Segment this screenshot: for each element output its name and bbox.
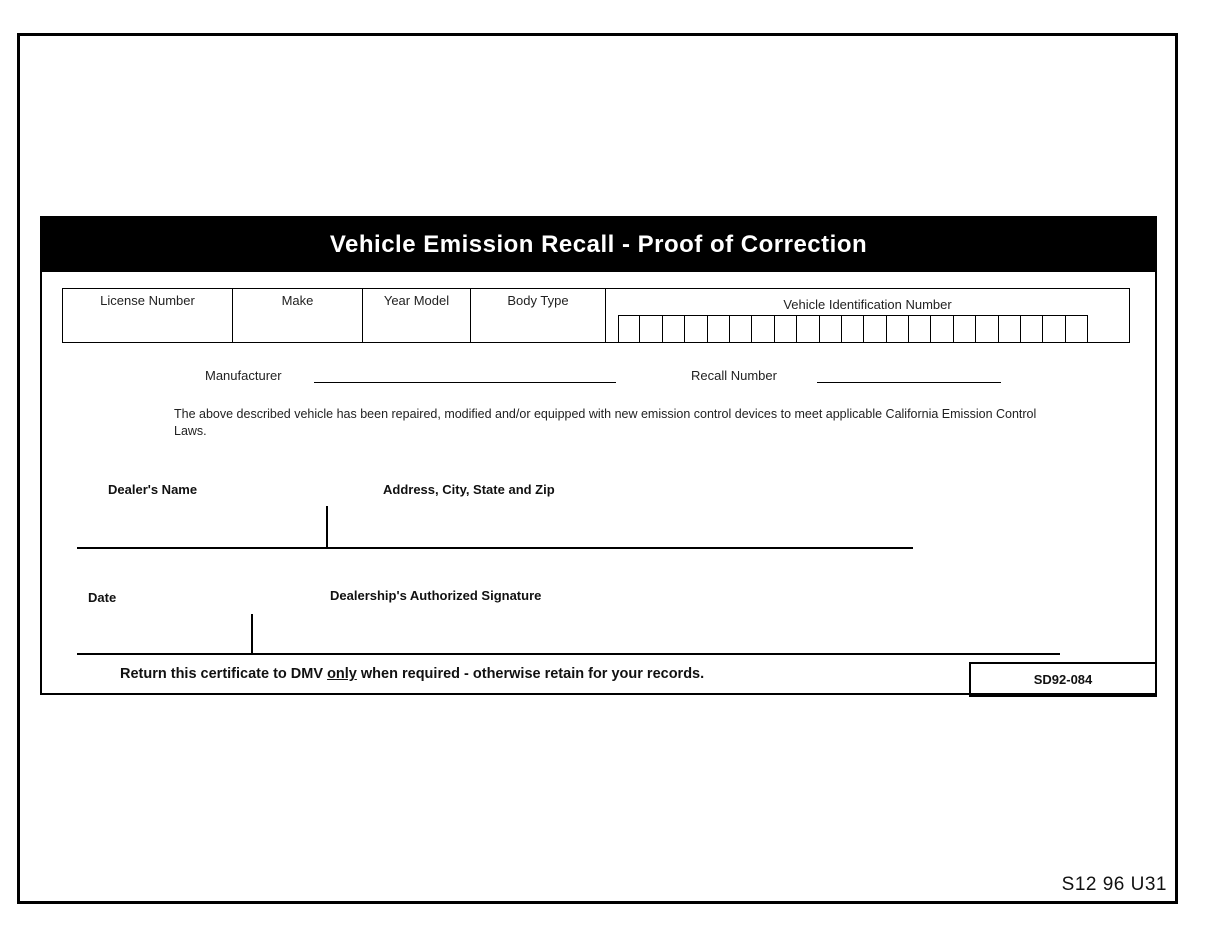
license-number-cell[interactable] — [63, 289, 233, 342]
date-divider — [251, 614, 253, 654]
dealer-address-field[interactable] — [77, 547, 913, 549]
vin-box[interactable] — [909, 315, 931, 343]
dealer-divider — [326, 506, 328, 548]
vin-label: Vehicle Identification Number — [783, 297, 952, 312]
date-label: Date — [88, 590, 117, 605]
vin-box[interactable] — [931, 315, 953, 343]
vin-box[interactable] — [775, 315, 797, 343]
license-number-label: License Number — [100, 293, 195, 308]
vin-boxes — [618, 315, 1088, 343]
recall-number-field[interactable] — [817, 382, 1001, 383]
figure-code: S12 96 U31 — [1061, 874, 1167, 895]
make-label: Make — [281, 293, 314, 308]
year-model-cell[interactable] — [363, 289, 471, 342]
certification-statement: The above described vehicle has been repaired, modified and/or equipped with new emission control devices to meet applicable California Emission Control Laws. — [174, 407, 1037, 438]
footer-text-emphasis: only — [327, 666, 357, 682]
vin-box[interactable] — [708, 315, 730, 343]
vin-box[interactable] — [730, 315, 752, 343]
vin-box[interactable] — [842, 315, 864, 343]
vin-box[interactable] — [663, 315, 685, 343]
manufacturer-label: Manufacturer — [205, 368, 282, 383]
recall-form — [40, 216, 1157, 695]
vin-box[interactable] — [999, 315, 1021, 343]
make-cell[interactable] — [233, 289, 363, 342]
vin-cell — [606, 289, 1129, 342]
vin-box[interactable] — [752, 315, 774, 343]
form-id: SD92-084 — [969, 662, 1157, 697]
vin-box[interactable] — [1043, 315, 1065, 343]
footer-text-end: when required - otherwise retain for your records. — [356, 666, 705, 682]
vin-box[interactable] — [685, 315, 707, 343]
vin-box[interactable] — [1021, 315, 1043, 343]
footer-instruction — [120, 666, 704, 682]
vin-box[interactable] — [976, 315, 998, 343]
date-signature-field[interactable] — [77, 653, 1060, 655]
recall-number-label: Recall Number — [691, 368, 777, 383]
vin-box[interactable] — [864, 315, 886, 343]
manufacturer-field[interactable] — [314, 382, 616, 383]
year-model-label: Year Model — [383, 293, 450, 308]
dealer-name-label: Dealer's Name — [108, 482, 198, 497]
vin-box[interactable] — [954, 315, 976, 343]
signature-label: Dealership's Authorized Signature — [330, 588, 542, 603]
vin-box[interactable] — [1066, 315, 1088, 343]
vin-box[interactable] — [640, 315, 662, 343]
vin-box[interactable] — [820, 315, 842, 343]
body-type-cell[interactable] — [471, 289, 606, 342]
vin-box[interactable] — [618, 315, 640, 343]
vin-box[interactable] — [797, 315, 819, 343]
address-label: Address, City, State and Zip — [383, 482, 555, 497]
body-type-label: Body Type — [507, 293, 569, 308]
footer-text-start: Return this certificate to DMV — [120, 666, 328, 682]
vin-box[interactable] — [887, 315, 909, 343]
form-title: Vehicle Emission Recall - Proof of Correction — [42, 218, 1155, 272]
vehicle-info-table — [62, 288, 1130, 343]
